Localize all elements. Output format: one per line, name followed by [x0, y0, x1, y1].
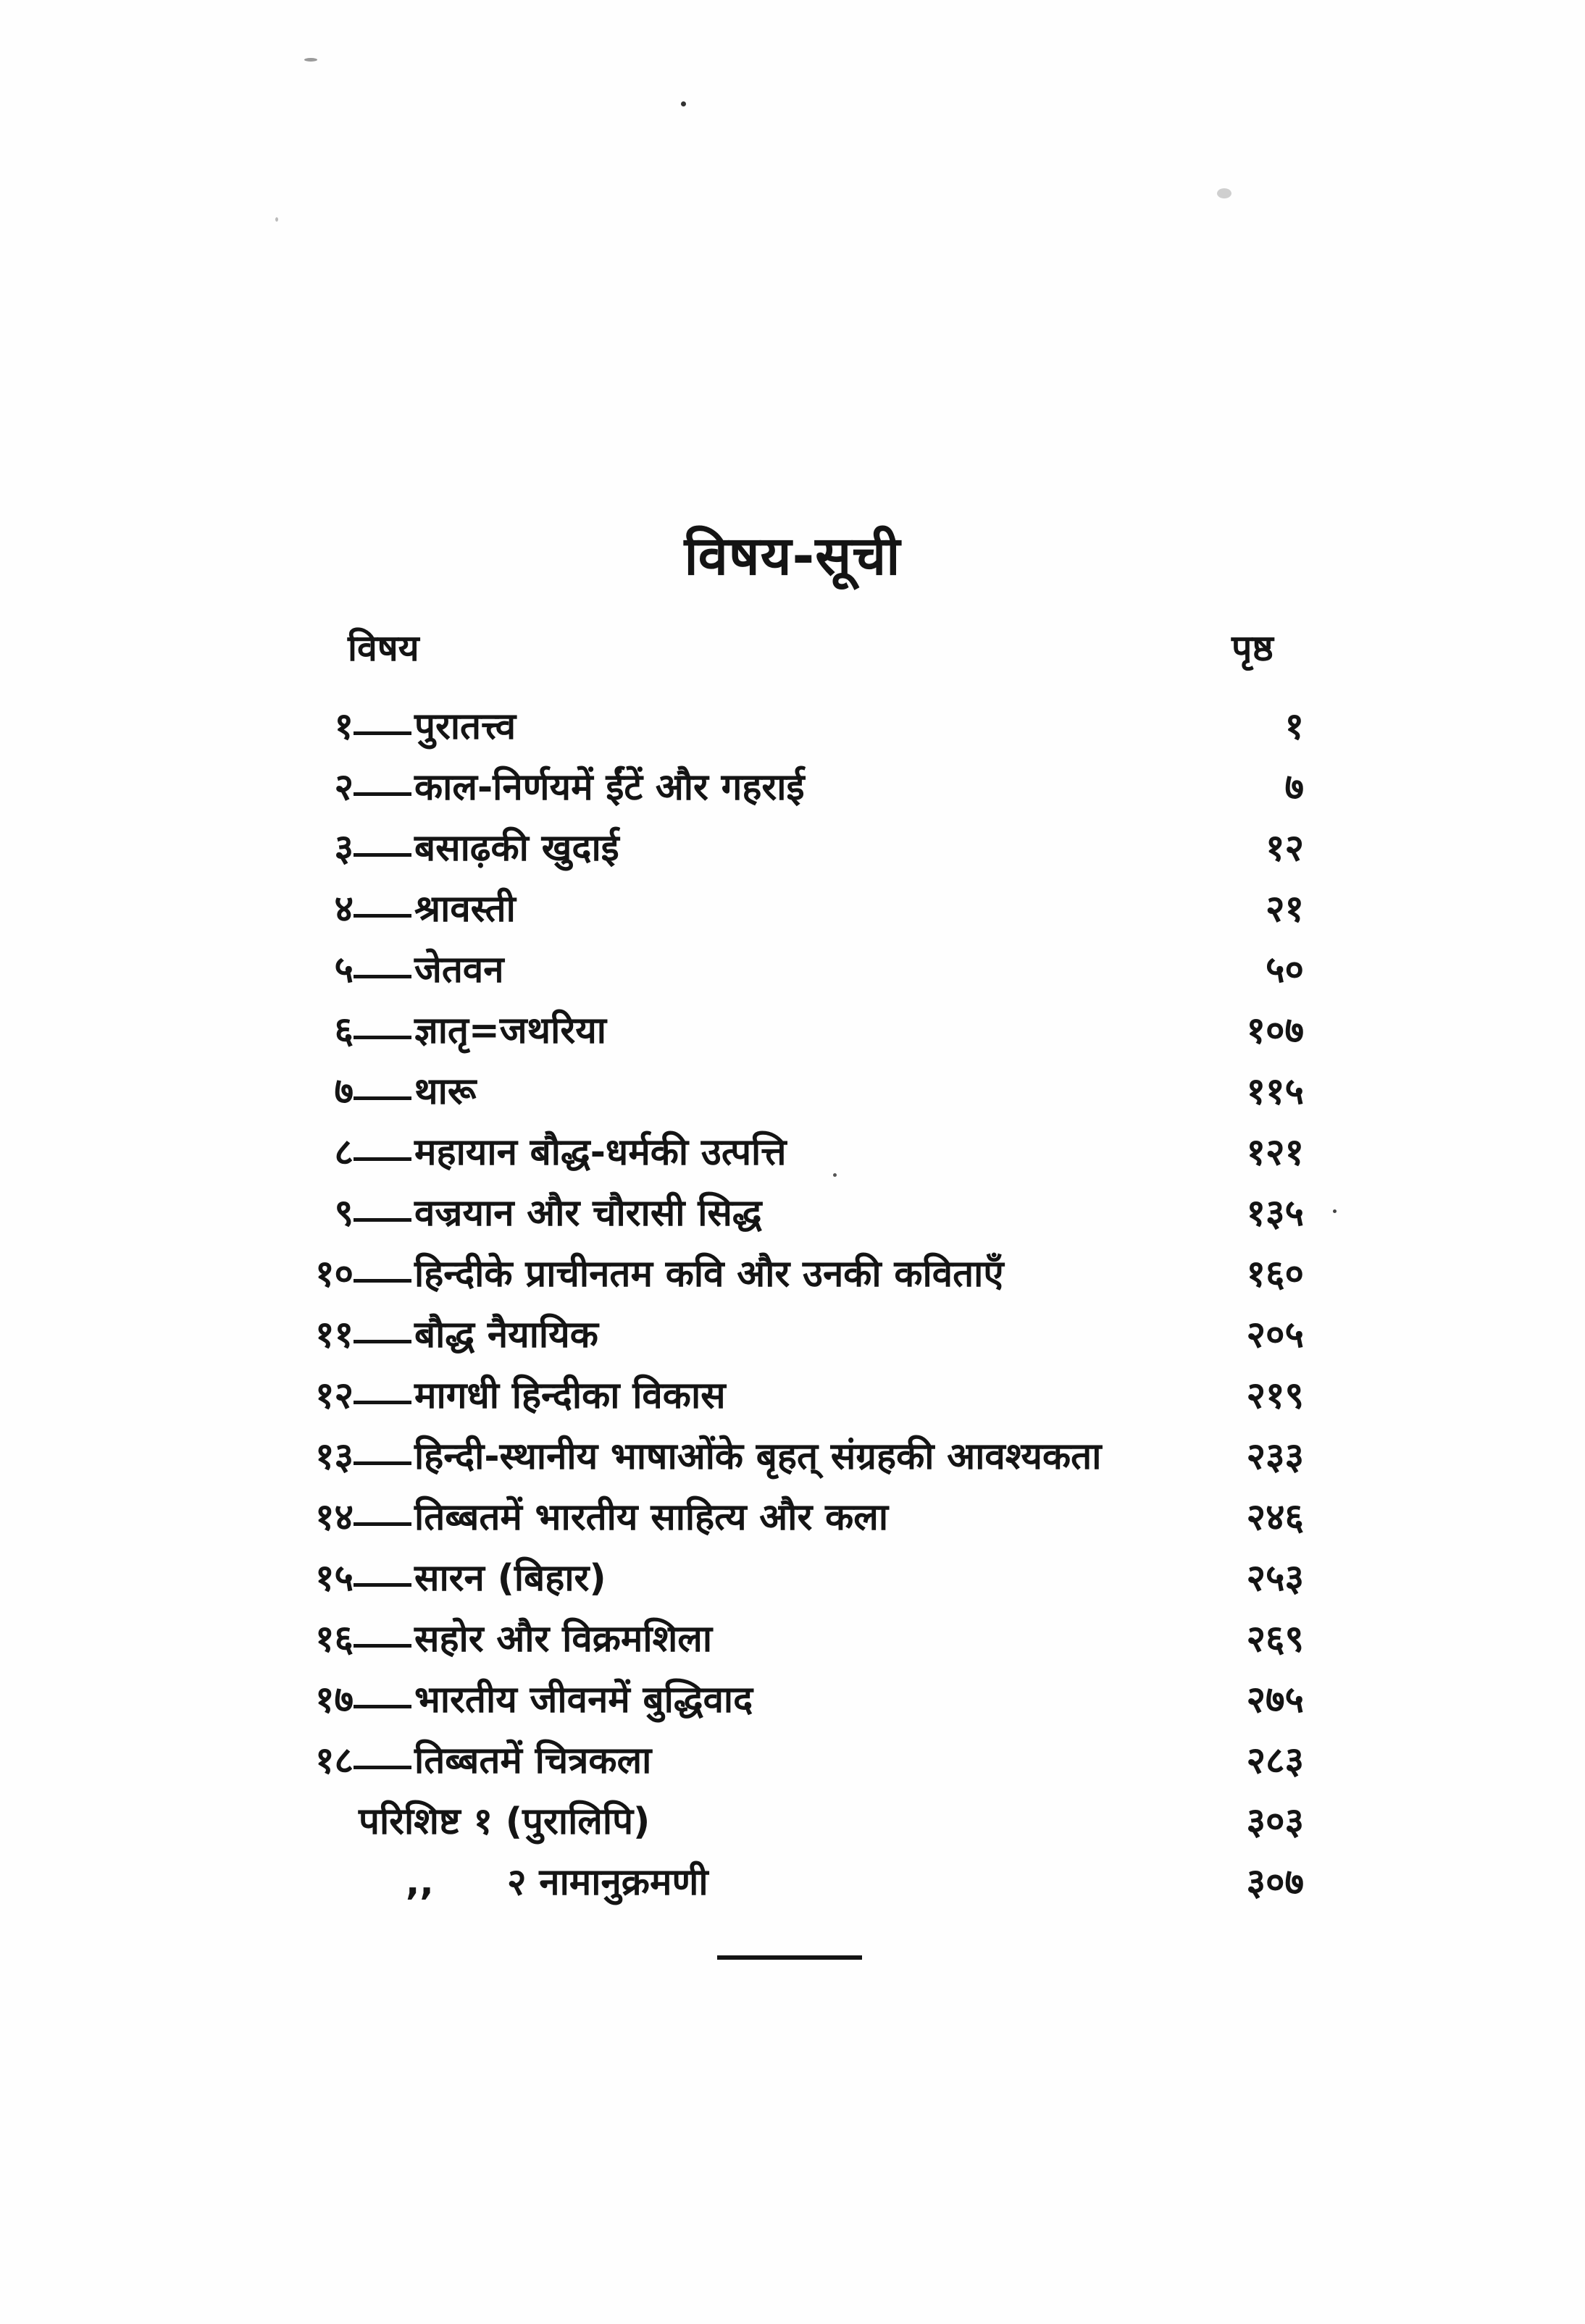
em-dash [354, 1340, 411, 1343]
toc-entry-page: २१९ [1246, 1375, 1304, 1417]
em-dash [354, 1036, 411, 1039]
em-dash [354, 1157, 411, 1161]
toc-entry-page: १२१ [1246, 1131, 1304, 1174]
toc-entry-page: ७ [1284, 766, 1304, 809]
em-dash [354, 1705, 411, 1708]
toc-entry-page: १२ [1265, 827, 1304, 870]
page-title: विषय-सूची [684, 525, 901, 587]
toc-entry-number: ५ [334, 949, 354, 991]
toc-row [0, 1488, 1585, 1548]
toc-entry-title: ज्ञातृ=जथरिया [414, 1010, 606, 1052]
toc-entry-page: २३३ [1246, 1435, 1304, 1478]
toc-row [0, 1548, 1585, 1609]
appendix-title: २ नामानुक्रमणी [507, 1861, 708, 1904]
toc-entry-number: १० [314, 1253, 354, 1296]
toc-entry-page: १३५ [1246, 1192, 1304, 1235]
toc-entry-number: १७ [314, 1679, 354, 1721]
toc-entry-number: १८ [314, 1740, 354, 1782]
toc-row [0, 697, 1585, 758]
toc-entry-page: २५३ [1246, 1557, 1304, 1600]
toc-entry-number: ७ [334, 1070, 354, 1113]
toc-row [0, 1001, 1585, 1062]
toc-row [0, 1305, 1585, 1366]
toc-entry-page: २१ [1265, 888, 1304, 931]
em-dash [354, 1401, 411, 1404]
toc-entry-title: बौद्ध नैयायिक [414, 1314, 598, 1356]
toc-row [0, 879, 1585, 940]
toc-entry-title: तिब्बतमें भारतीय साहित्य और कला [414, 1496, 889, 1539]
toc-entry-number: ११ [314, 1314, 354, 1356]
toc-entry-number: १४ [314, 1496, 354, 1539]
scan-speck [1217, 188, 1231, 198]
toc-entry-page: १ [1284, 705, 1304, 748]
toc-row [0, 758, 1585, 818]
em-dash [354, 1279, 411, 1283]
toc-entry-title: हिन्दीके प्राचीनतम कवि और उनकी कविताएँ [414, 1253, 1004, 1296]
toc-row [0, 1062, 1585, 1123]
toc-entry-title: बसाढ़की खुदाई [414, 827, 619, 870]
toc-entry-page: २४६ [1246, 1496, 1304, 1539]
em-dash [354, 731, 411, 735]
toc-entry-page: १०७ [1246, 1010, 1304, 1052]
toc-entry-page: ५० [1265, 949, 1304, 991]
toc-entry-title: पुरातत्त्व [414, 705, 517, 748]
toc-row-appendix [0, 1792, 1585, 1853]
column-header-page: पृष्ठ [1231, 627, 1274, 669]
toc-row-appendix [0, 1853, 1585, 1913]
toc-entry-title: काल-निर्णयमें ईंटें और गहराई [414, 766, 805, 809]
appendix-title: परिशिष्ट १ (पुरालिपि) [359, 1800, 651, 1843]
toc-entry-title: सारन (बिहार) [414, 1557, 606, 1600]
em-dash [354, 1583, 411, 1587]
scan-speck [275, 217, 278, 222]
toc-entry-title: भारतीय जीवनमें बुद्धिवाद [414, 1679, 753, 1721]
ditto-mark: ,, [406, 1861, 434, 1904]
toc-entry-title: श्रावस्ती [414, 888, 516, 931]
toc-entry-number: १ [334, 705, 354, 748]
em-dash [354, 1096, 411, 1100]
toc-entry-number: १३ [314, 1435, 354, 1478]
toc-entry-number: १२ [314, 1375, 354, 1417]
toc-row [0, 1244, 1585, 1305]
toc-entry-number: ९ [334, 1192, 354, 1235]
em-dash [354, 792, 411, 796]
toc-entry-number: ३ [334, 827, 354, 870]
toc-row [0, 1366, 1585, 1427]
toc-entry-page: १६० [1246, 1253, 1304, 1296]
toc-entry-page: २०५ [1246, 1314, 1304, 1356]
em-dash [354, 1461, 411, 1465]
scan-speck [304, 58, 317, 62]
toc-entry-number: ४ [334, 888, 354, 931]
toc-entry-title: हिन्दी-स्थानीय भाषाओंके बृहत् संग्रहकी आवश्यकता [414, 1435, 1102, 1478]
toc-entry-number: १६ [314, 1618, 354, 1661]
em-dash [354, 1644, 411, 1648]
em-dash [354, 1218, 411, 1222]
toc-row [0, 818, 1585, 879]
toc-entry-number: १५ [314, 1557, 354, 1600]
toc-entry-page: ११५ [1246, 1070, 1304, 1113]
toc-row [0, 940, 1585, 1001]
toc-entry-title: जेतवन [414, 949, 504, 991]
toc-row [0, 1123, 1585, 1183]
em-dash [354, 975, 411, 978]
toc-row [0, 1609, 1585, 1670]
toc-entry-title: थारू [414, 1070, 477, 1113]
toc-row [0, 1670, 1585, 1731]
em-dash [354, 853, 411, 857]
toc-entry-title: मागधी हिन्दीका विकास [414, 1375, 726, 1417]
toc-entry-number: ८ [334, 1131, 354, 1174]
em-dash [354, 1522, 411, 1526]
column-header-subject: विषय [348, 627, 419, 669]
toc-entry-title: महायान बौद्ध-धर्मकी उत्पत्ति [414, 1131, 787, 1174]
scan-speck [681, 101, 686, 106]
toc-entry-number: २ [334, 766, 354, 809]
toc-entry-page: ३०३ [1246, 1800, 1304, 1843]
toc-row [0, 1731, 1585, 1792]
end-rule [717, 1955, 862, 1960]
toc-entry-page: ३०७ [1246, 1861, 1304, 1904]
em-dash [354, 914, 411, 918]
toc-entry-title: सहोर और विक्रमशिला [414, 1618, 713, 1661]
toc-entry-title: वज्रयान और चौरासी सिद्ध [414, 1192, 762, 1235]
toc-entry-page: २६९ [1246, 1618, 1304, 1661]
toc-entry-title: तिब्बतमें चित्रकला [414, 1740, 652, 1782]
em-dash [354, 1766, 411, 1769]
toc-entry-number: ६ [334, 1010, 354, 1052]
toc-entry-page: २७५ [1246, 1679, 1304, 1721]
toc-row [0, 1427, 1585, 1488]
toc-row [0, 1183, 1585, 1244]
toc-entry-page: २८३ [1246, 1740, 1304, 1782]
